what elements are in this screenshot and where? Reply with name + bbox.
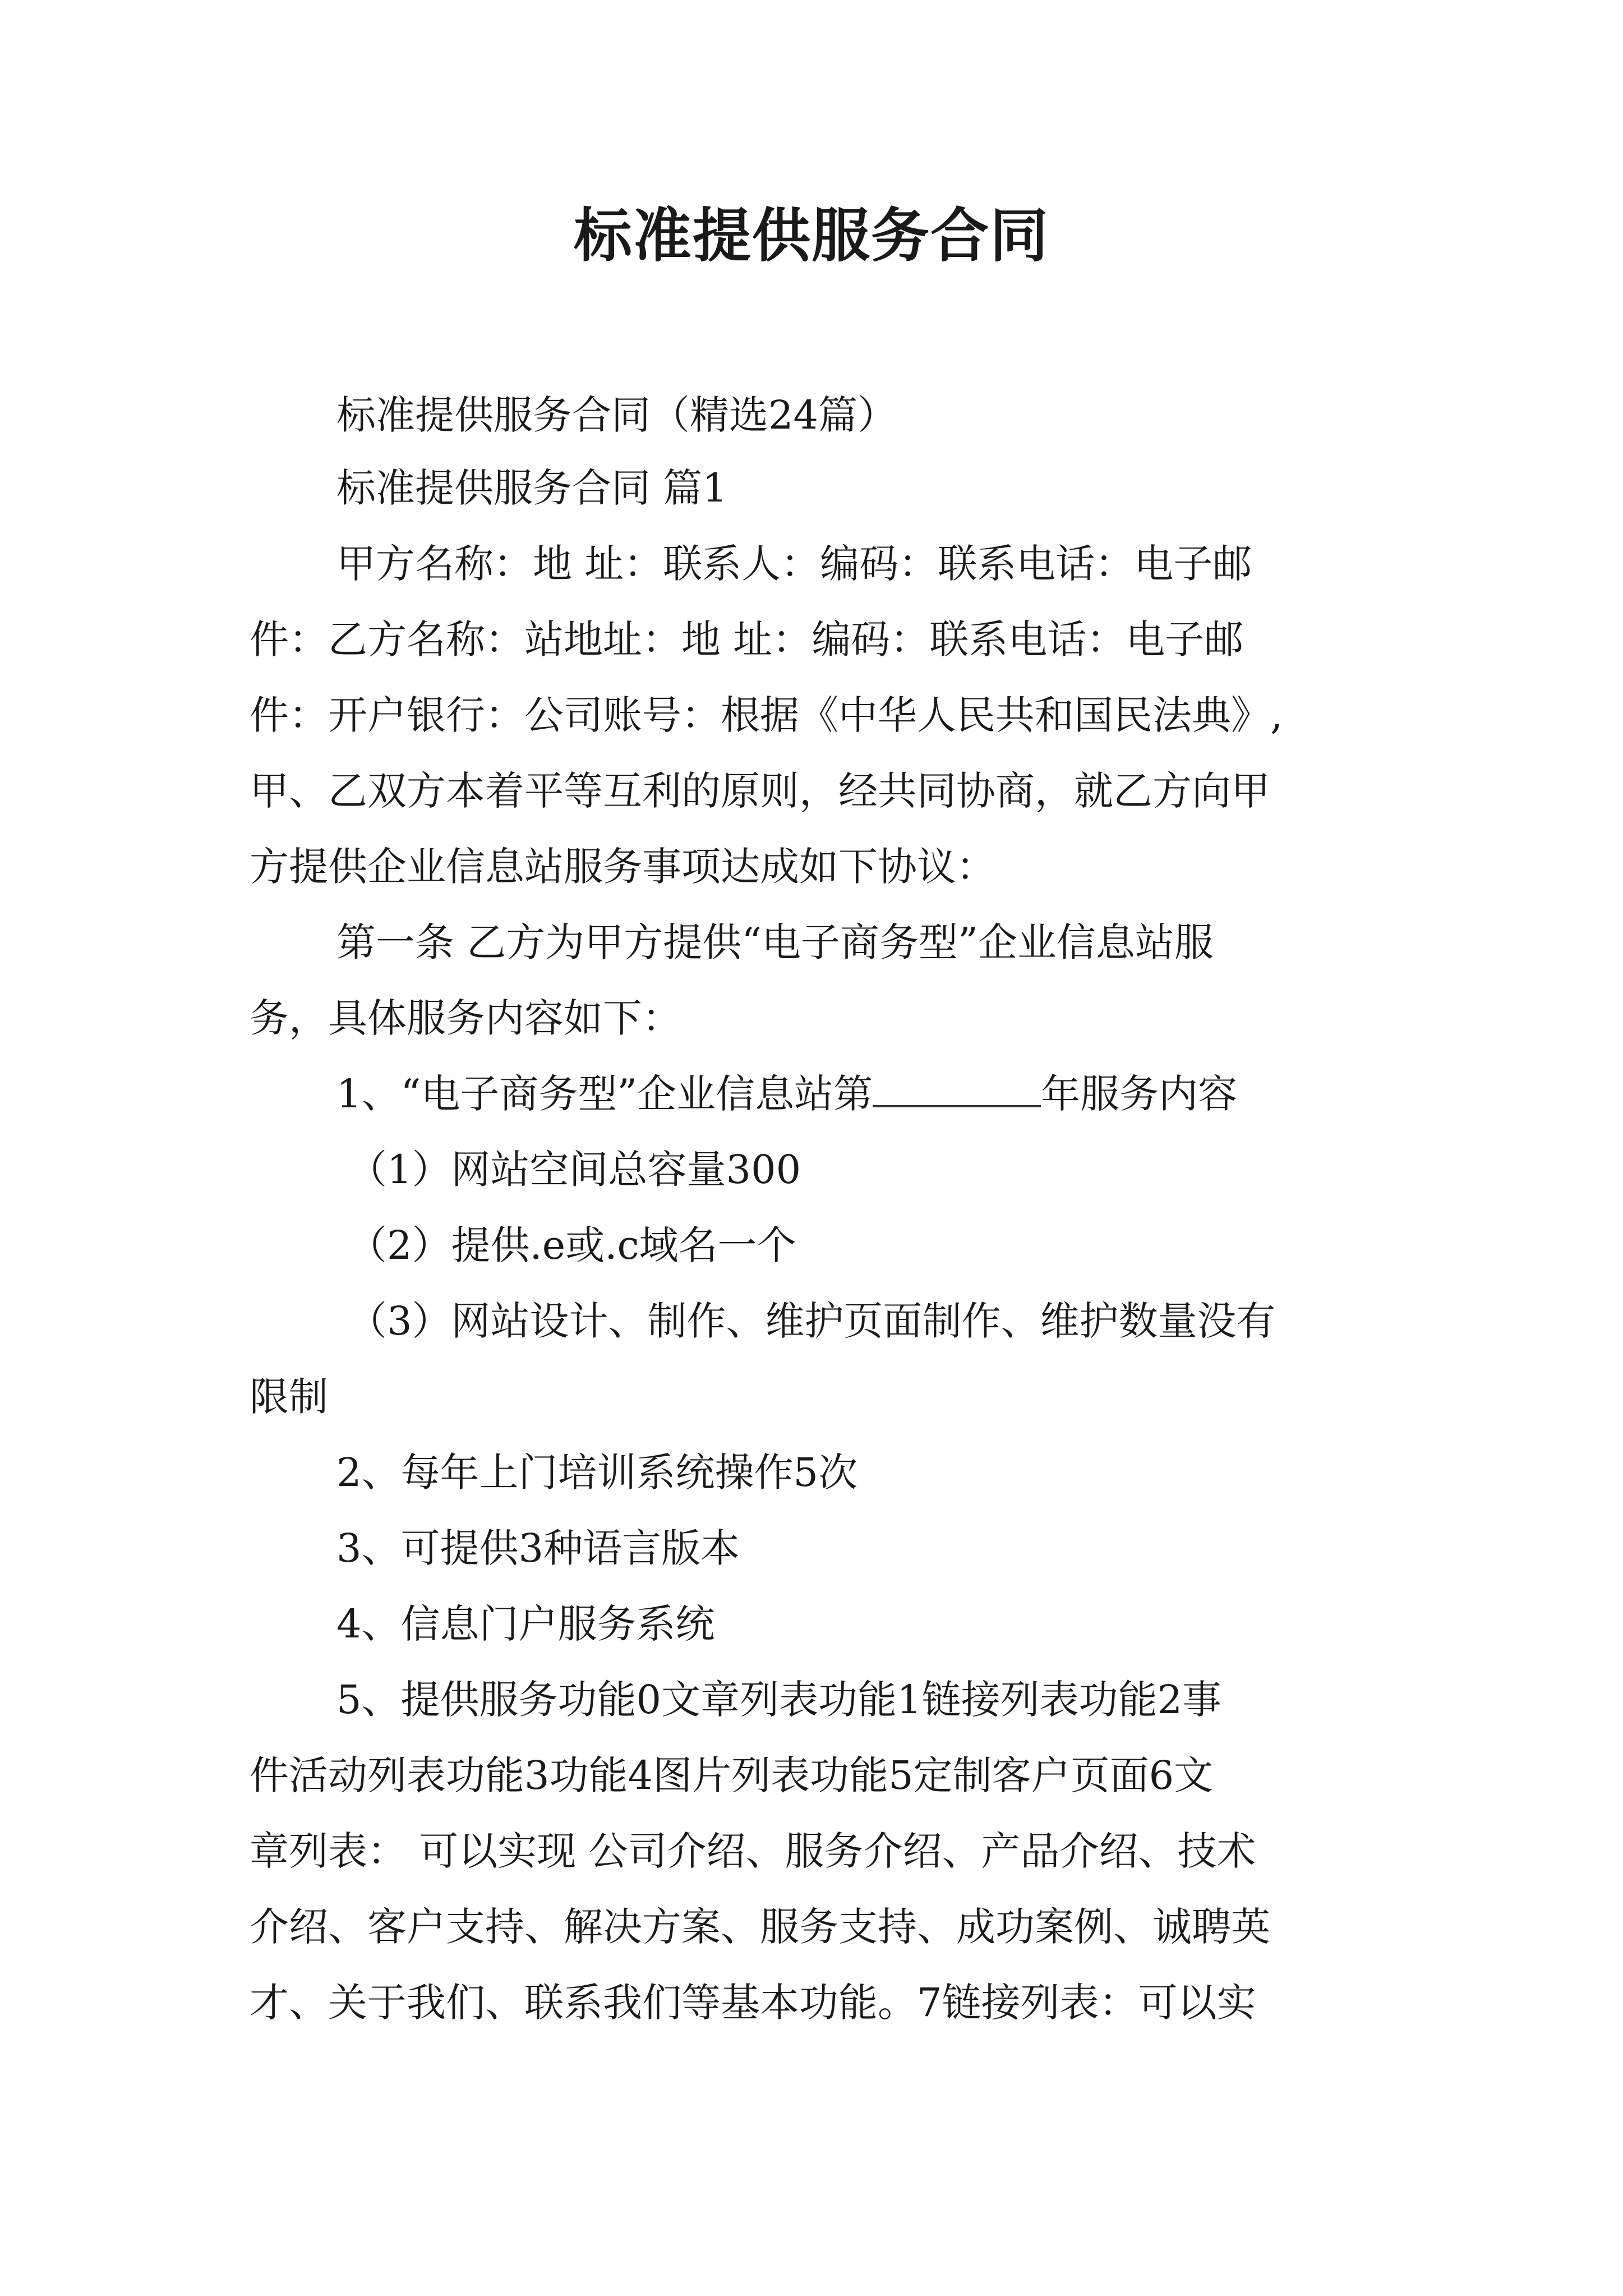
item-1-suffix: 年服务内容	[1041, 1071, 1238, 1117]
item-line: 2、每年上门培训系统操作5次	[336, 1450, 858, 1496]
item-5-line: 介绍、客户支持、解决方案、服务支持、成功案例、诚聘英	[250, 1904, 1270, 1950]
paragraph-line: 甲、乙双方本着平等互利的原则，经共同协商，就乙方向甲	[250, 768, 1270, 814]
document-subtitle: 标准提供服务合同（精选24篇）	[336, 392, 897, 438]
item-5-line: 章列表： 可以实现 公司介绍、服务介绍、产品介绍、技术	[250, 1828, 1256, 1874]
item-1-prefix: 1、“电子商务型”企业信息站第	[336, 1071, 873, 1117]
item-line: 4、信息门户服务系统	[336, 1601, 715, 1647]
paragraph-line: 方提供企业信息站服务事项达成如下协议：	[250, 844, 995, 890]
article-1-line: 务，具体服务内容如下：	[250, 995, 681, 1041]
section-heading: 标准提供服务合同 篇1	[336, 465, 727, 511]
item-5-line: 才、关于我们、联系我们等基本功能。7链接列表：可以实	[250, 1980, 1256, 2026]
sub-item-line: （2）提供.e或.c域名一个	[348, 1222, 796, 1268]
sub-item-line: （1）网站空间总容量300	[348, 1147, 801, 1193]
item-line: 3、可提供3种语言版本	[336, 1525, 740, 1571]
item-5-line: 件活动列表功能3功能4图片列表功能5定制客户页面6文	[250, 1752, 1214, 1798]
paragraph-line: 件：开户银行：公司账号：根据《中华人民共和国民法典》,	[250, 692, 1283, 738]
paragraph-line: 甲方名称：地 址：联系人：编码：联系电话：电子邮	[336, 541, 1252, 587]
fill-in-blank	[873, 1070, 1041, 1107]
paragraph-line: 件：乙方名称：站地址：地 址：编码：联系电话：电子邮	[250, 616, 1244, 662]
item-5-line: 5、提供服务功能0文章列表功能1链接列表功能2事	[336, 1677, 1222, 1723]
sub-item-line: （3）网站设计、制作、维护页面制作、维护数量没有	[348, 1298, 1276, 1344]
item-1-line	[336, 1066, 1237, 1122]
sub-item-line: 限制	[250, 1374, 328, 1420]
article-1-line: 第一条 乙方为甲方提供“电子商务型”企业信息站服	[336, 919, 1214, 965]
document-title: 标准提供服务合同	[573, 201, 1049, 270]
